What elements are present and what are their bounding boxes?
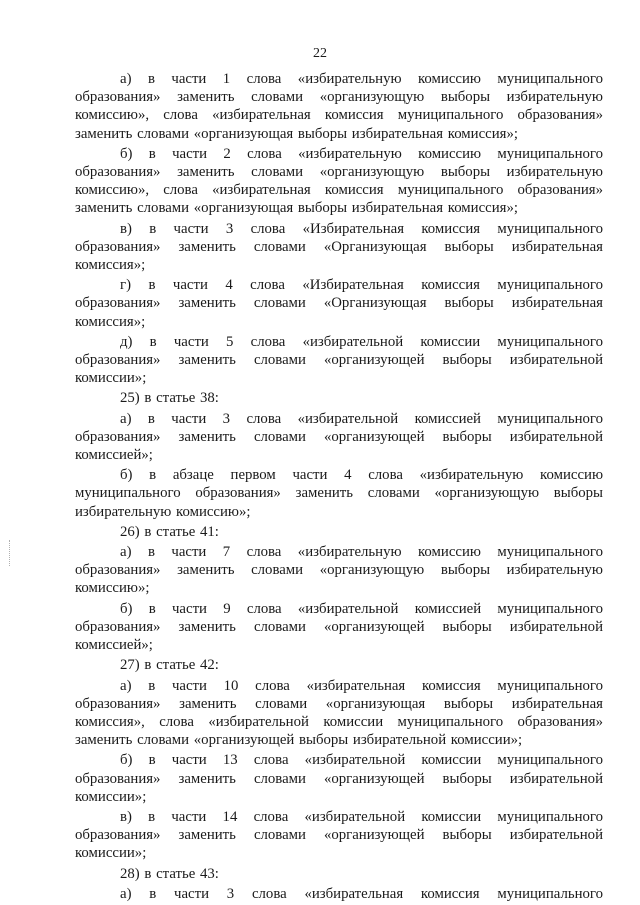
paragraph-25a: а) в части 3 слова «избирательной комиссией муниципального образования» заменить словами «организующей выборы избирательной комиссией»; bbox=[75, 410, 603, 464]
paragraph-24d: г) в части 4 слова «Избирательная комиссия муниципального образования» заменить словами «Организующая выборы избирательная комиссия»; bbox=[75, 277, 603, 330]
item-heading-25: 25) в статье 38: bbox=[120, 390, 219, 407]
paragraph-27a: а) в части 10 слова «избирательная комиссия муниципального образования» заменить словами «организующая выборы избирательная комиссия», слова «избирательной комиссии муниципального образования» заменить словами «организующей выборы избирательной комиссии»; bbox=[75, 677, 603, 749]
paragraph-27c: в) в части 14 слова «избирательной комиссии муниципального образования» заменить словами «организующей выборы избирательной комиссии»; bbox=[75, 808, 603, 862]
paragraph-24b: б) в части 2 слова «избирательную комиссию муниципального образования» заменить словами «организующую выборы избирательную комиссию», слова «избирательная комиссия муниципального образования» заменить словами «организующая выборы избирательная комиссия»; bbox=[75, 145, 603, 217]
paragraph-25b: б) в абзаце первом части 4 слова «избирательную комиссию муниципального образования» заменить словами «организующую выборы избирательную комиссию»; bbox=[75, 467, 603, 520]
document-body bbox=[75, 70, 603, 905]
margin-mark bbox=[9, 540, 12, 566]
paragraph-26a: а) в части 7 слова «избирательную комиссию муниципального образования» заменить словами «организующую выборы избирательную комиссию»; bbox=[75, 544, 603, 597]
paragraph-27b: б) в части 13 слова «избирательной комиссии муниципального образования» заменить словами «организующей выборы избирательной комиссии»; bbox=[75, 752, 603, 805]
page-number: 22 bbox=[313, 46, 327, 61]
item-heading-27: 27) в статье 42: bbox=[120, 657, 219, 674]
paragraph-24a: а) в части 1 слова «избирательную комиссию муниципального образования» заменить словами «организующую выборы избирательную комиссию», слова «избирательная комиссия муниципального образования» заменить словами «организующая выборы избирательная комиссия»; bbox=[75, 71, 603, 142]
paragraph-26b: б) в части 9 слова «избирательной комиссией муниципального образования» заменить словами «организующей выборы избирательной комиссией»; bbox=[75, 600, 603, 654]
paragraph-28a: а) в части 3 слова «избирательная комиссия муниципального bbox=[120, 885, 603, 902]
paragraph-24e: д) в части 5 слова «избирательной комиссии муниципального образования» заменить словами «организующей выборы избирательной комиссии»; bbox=[75, 333, 603, 387]
paragraph-24c: в) в части 3 слова «Избирательная комиссия муниципального образования» заменить словами «Организующая выборы избирательная комиссия»; bbox=[75, 220, 603, 274]
item-heading-28: 28) в статье 43: bbox=[120, 865, 219, 882]
item-heading-26: 26) в статье 41: bbox=[120, 523, 219, 540]
